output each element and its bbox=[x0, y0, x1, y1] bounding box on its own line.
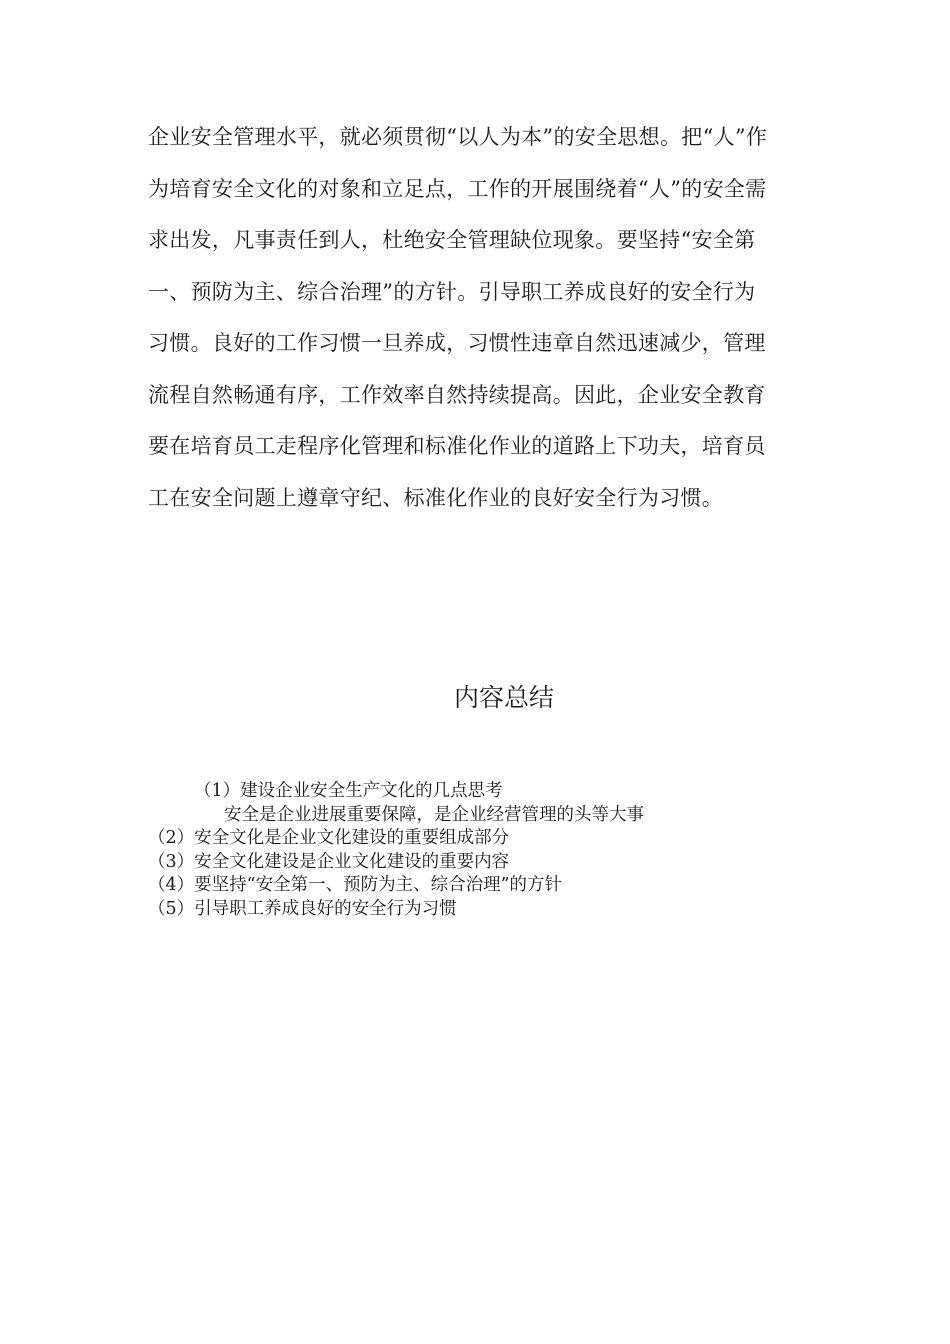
body-line: 流程自然畅通有序，工作效率自然持续提高。因此，企业安全教育 bbox=[148, 382, 766, 407]
body-line: 为培育安全文化的对象和立足点，工作的开展围绕着“人”的安全需 bbox=[148, 176, 767, 201]
summary-item: （2）安全文化是企业文化建设的重要组成部分 bbox=[148, 828, 510, 848]
body-line: 习惯。良好的工作习惯一旦养成，习惯性违章自然迅速减少，管理 bbox=[148, 331, 766, 355]
summary-item: （3）安全文化建设是企业文化建设的重要内容 bbox=[148, 851, 510, 872]
summary-item: （4）要坚持“安全第一、预防为主、综合治理”的方针 bbox=[148, 875, 563, 895]
summary-list bbox=[148, 780, 848, 921]
summary-item: （1）建设企业安全生产文化的几点思考 bbox=[194, 781, 503, 801]
body-line: 一、预防为主、综合治理”的方针。引导职工养成良好的安全行为 bbox=[148, 279, 756, 304]
body-line: 要在培育员工走程序化管理和标准化作业的道路上下功夫，培育员 bbox=[148, 434, 766, 458]
summary-item: （5）引导职工养成良好的安全行为习惯 bbox=[148, 898, 457, 919]
summary-item: 安全是企业进展重要保障，是企业经营管理的头等大事 bbox=[224, 804, 644, 825]
body-paragraph bbox=[148, 112, 798, 524]
body-line: 工在安全问题上遵章守纪、标准化作业的良好安全行为习惯。 bbox=[148, 485, 724, 510]
body-line: 求出发，凡事责任到人，杜绝安全管理缺位现象。要坚持“安全第 bbox=[148, 228, 756, 252]
body-line: 企业安全管理水平，就必须贯彻“以人为本”的安全思想。把“人”作 bbox=[148, 125, 768, 149]
summary-title: 内容总结 bbox=[453, 683, 554, 712]
